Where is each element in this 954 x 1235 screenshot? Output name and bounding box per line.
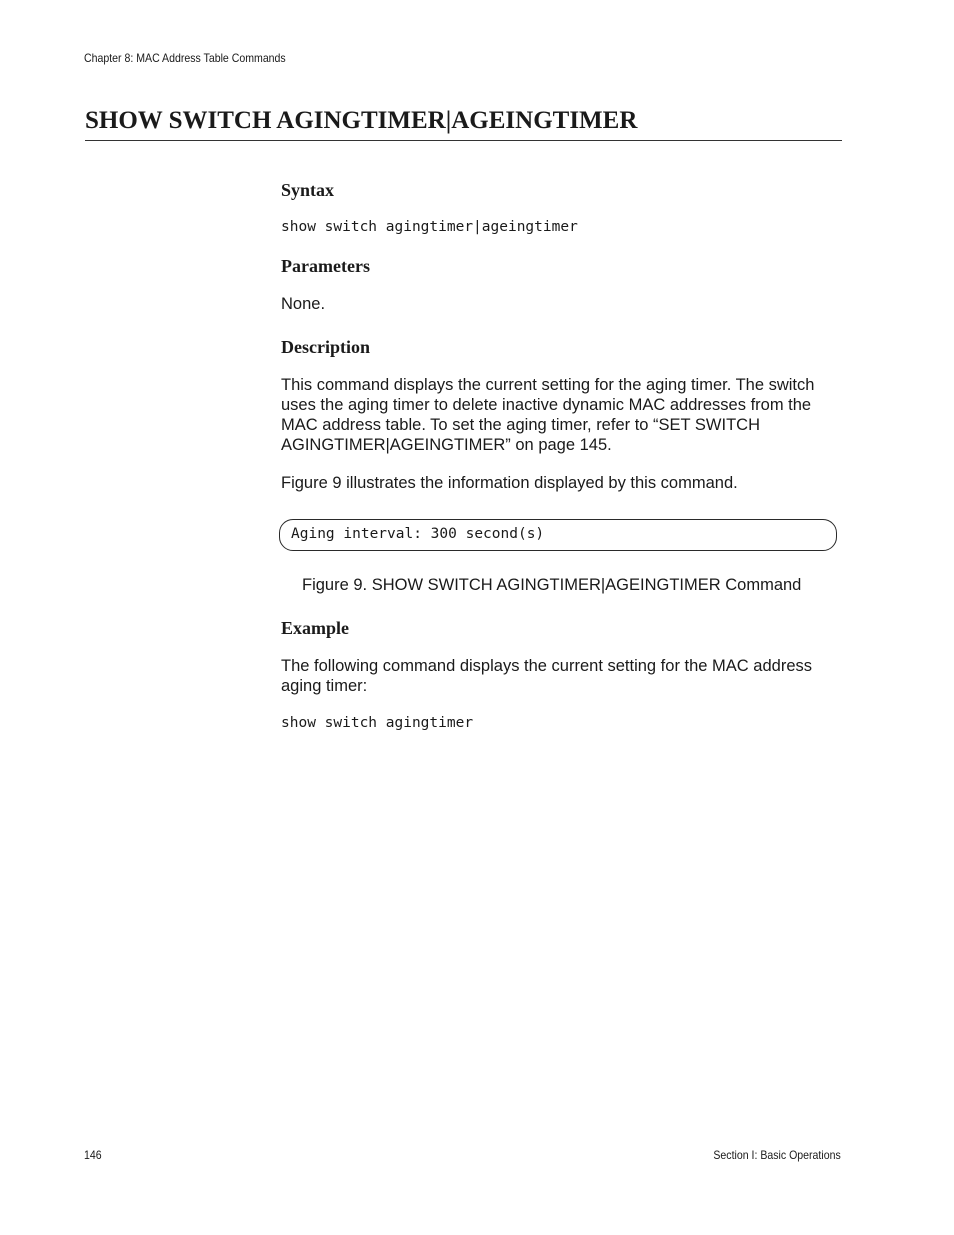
- parameters-text: None.: [281, 295, 326, 313]
- parameters-heading: Parameters: [281, 256, 370, 276]
- syntax-command: show switch agingtimer|ageingtimer: [281, 219, 578, 235]
- example-text: The following command displays the current setting for the MAC address aging timer:: [281, 657, 812, 695]
- command-output-text: Aging interval: 300 second(s): [291, 526, 545, 542]
- running-header: Chapter 8: MAC Address Table Commands: [84, 51, 286, 65]
- figure-reference-paragraph: Figure 9 illustrates the information displayed by this command.: [281, 474, 738, 492]
- section-footer: Section I: Basic Operations: [713, 1148, 841, 1162]
- title-rule: [85, 140, 842, 141]
- example-command: show switch agingtimer: [281, 715, 474, 731]
- syntax-heading: Syntax: [281, 180, 335, 200]
- page-number: 146: [84, 1148, 102, 1162]
- command-output-box: [279, 519, 837, 551]
- description-heading: Description: [281, 337, 370, 357]
- example-heading: Example: [281, 618, 350, 638]
- description-paragraph: This command displays the current setting for the aging timer. The switch uses the aging timer to delete inactive dynamic MAC addresses from the MAC address table. To set the aging timer, refer to “SET SWITCH AGINGTIMER|AGEINGTIMER” on page 145.: [281, 376, 815, 454]
- page-title: SHOW SWITCH AGINGTIMER|AGEINGTIMER: [85, 107, 638, 134]
- figure-caption: Figure 9. SHOW SWITCH AGINGTIMER|AGEINGTIMER Command: [302, 576, 802, 594]
